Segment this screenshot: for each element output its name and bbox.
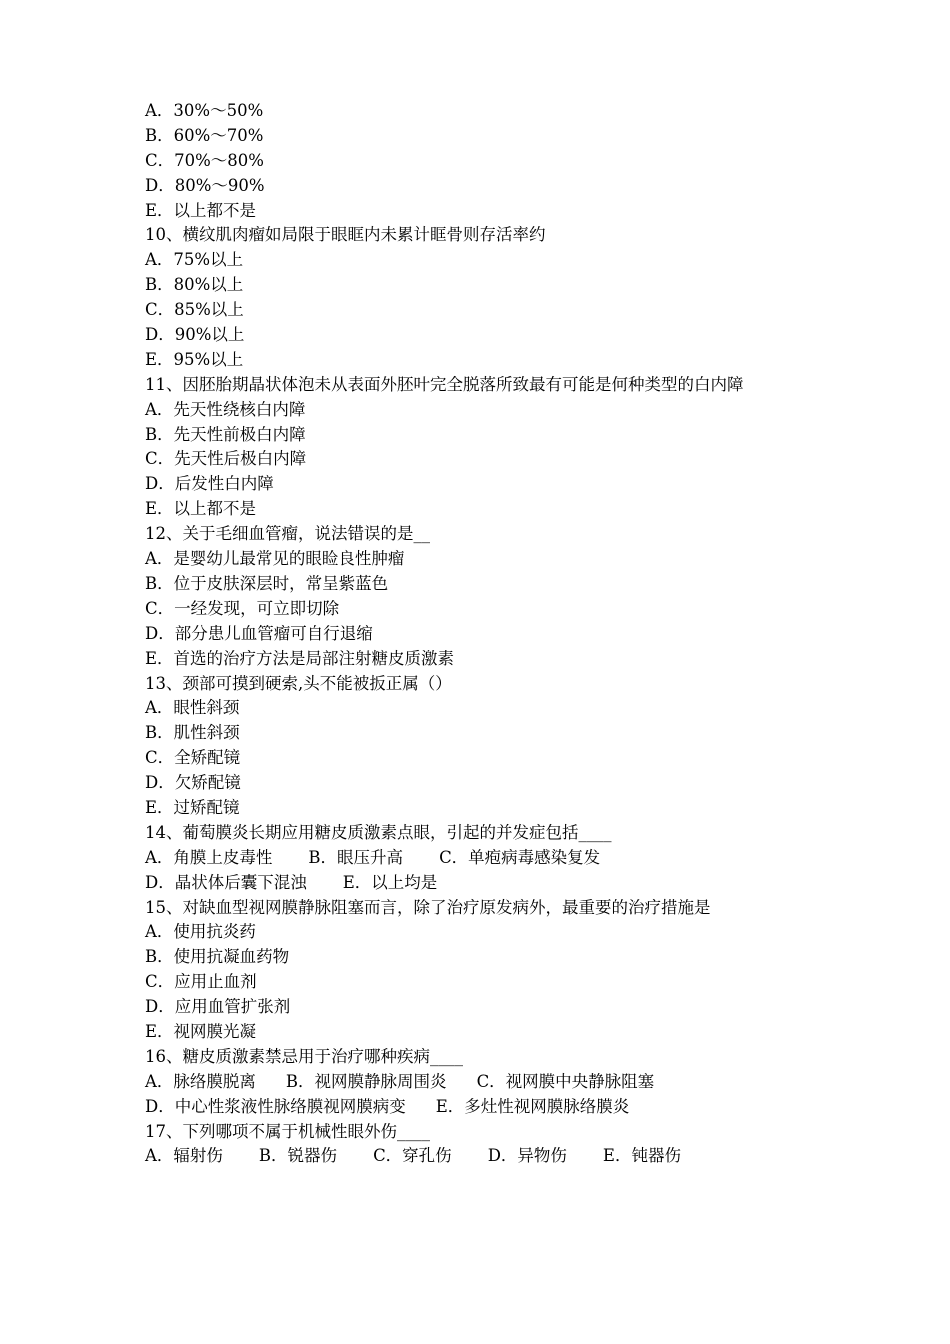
- q17-option-b: B．锐器伤: [258, 1146, 338, 1166]
- q14-option-d: D．晶状体后囊下混浊: [145, 872, 307, 892]
- q9-option-b: B．60%～70%: [145, 125, 264, 145]
- q11-option-a: A．先天性绕核白内障: [145, 399, 306, 419]
- q13-option-c: C．全矫配镜: [145, 748, 241, 768]
- q12-option-b: B．位于皮肤深层时，常呈紫蓝色: [145, 573, 389, 593]
- q10-option-a: A．75%以上: [145, 250, 244, 270]
- q11-option-c: C．先天性后极白内障: [145, 449, 307, 469]
- q13-option-a: A．眼性斜颈: [145, 698, 240, 718]
- q17-option-c: C．穿孔伤: [373, 1146, 452, 1166]
- q10-option-b: B．80%以上: [145, 275, 244, 295]
- q14-stem: 14、葡萄膜炎长期应用糖皮质激素点眼，引起的并发症包括____: [145, 822, 612, 842]
- q13-stem: 13、颈部可摸到硬索,头不能被扳正属（）: [145, 673, 452, 693]
- q9-option-d: D．80%～90%: [145, 175, 265, 195]
- q12-option-d: D．部分患儿血管瘤可自行退缩: [145, 623, 373, 643]
- q14-options: [145, 846, 810, 896]
- q11-option-b: B．先天性前极白内障: [145, 424, 306, 444]
- q16-option-a: A．脉络膜脱离: [145, 1071, 256, 1091]
- q14-option-e: E．以上均是: [342, 872, 438, 892]
- q13-option-b: B．肌性斜颈: [145, 723, 240, 743]
- q14-option-a: A．角膜上皮毒性: [145, 847, 273, 867]
- q17-options: [145, 1144, 810, 1169]
- q17-option-e: E．钝器伤: [602, 1146, 681, 1166]
- q9-option-a: A．30%～50%: [145, 101, 264, 120]
- q11-option-d: D．后发性白内障: [145, 474, 274, 494]
- q12-option-e: E．首选的治疗方法是局部注射糖皮质激素: [145, 648, 455, 668]
- q16-option-c: C．视网膜中央静脉阻塞: [476, 1071, 655, 1091]
- q9-option-c: C．70%～80%: [145, 150, 264, 170]
- q16-option-b: B．视网膜静脉周围炎: [285, 1071, 447, 1091]
- q16-stem: 16、糖皮质激素禁忌用于治疗哪种疾病____: [145, 1046, 463, 1066]
- q12-option-a: A．是婴幼儿最常见的眼睑良性肿瘤: [145, 549, 405, 569]
- q14-option-c: C．单疱病毒感染复发: [439, 847, 601, 867]
- q16-options: [145, 1070, 810, 1120]
- q9-option-e: E．以上都不是: [145, 200, 257, 220]
- q11-stem: 11、因胚胎期晶状体泡未从表面外胚叶完全脱落所致最有可能是何种类型的白内障: [145, 374, 744, 394]
- q14-option-b: B．眼压升高: [308, 847, 404, 867]
- q15-stem: 15、对缺血型视网膜静脉阻塞而言，除了治疗原发病外，最重要的治疗措施是: [145, 897, 711, 917]
- q12-option-c: C．一经发现，可立即切除: [145, 598, 340, 618]
- question-list: [145, 99, 810, 1169]
- q11-option-e: E．以上都不是: [145, 499, 257, 519]
- q15-option-a: A．使用抗炎药: [145, 922, 256, 942]
- q13-option-e: E．过矫配镜: [145, 797, 240, 817]
- q15-option-b: B．使用抗凝血药物: [145, 947, 290, 967]
- q12-stem: 12、关于毛细血管瘤，说法错误的是__: [145, 524, 430, 544]
- q16-option-e: E．多灶性视网膜脉络膜炎: [435, 1096, 630, 1116]
- q13-option-d: D．欠矫配镜: [145, 773, 241, 793]
- q10-option-d: D．90%以上: [145, 325, 245, 345]
- q17-option-a: A．辐射伤: [145, 1146, 223, 1166]
- q17-stem: 17、下列哪项不属于机械性眼外伤____: [145, 1121, 430, 1141]
- q15-option-c: C．应用止血剂: [145, 972, 257, 992]
- q10-option-c: C．85%以上: [145, 300, 244, 320]
- q10-option-e: E．95%以上: [145, 349, 244, 369]
- q15-option-e: E．视网膜光凝: [145, 1022, 257, 1041]
- q10-stem: 10、横纹肌肉瘤如局限于眼眶内未累计眶骨则存活率约: [145, 225, 546, 245]
- q16-option-d: D．中心性浆液性脉络膜视网膜病变: [145, 1096, 406, 1116]
- q17-option-d: D．异物伤: [487, 1146, 567, 1166]
- q15-option-d: D．应用血管扩张剂: [145, 997, 291, 1017]
